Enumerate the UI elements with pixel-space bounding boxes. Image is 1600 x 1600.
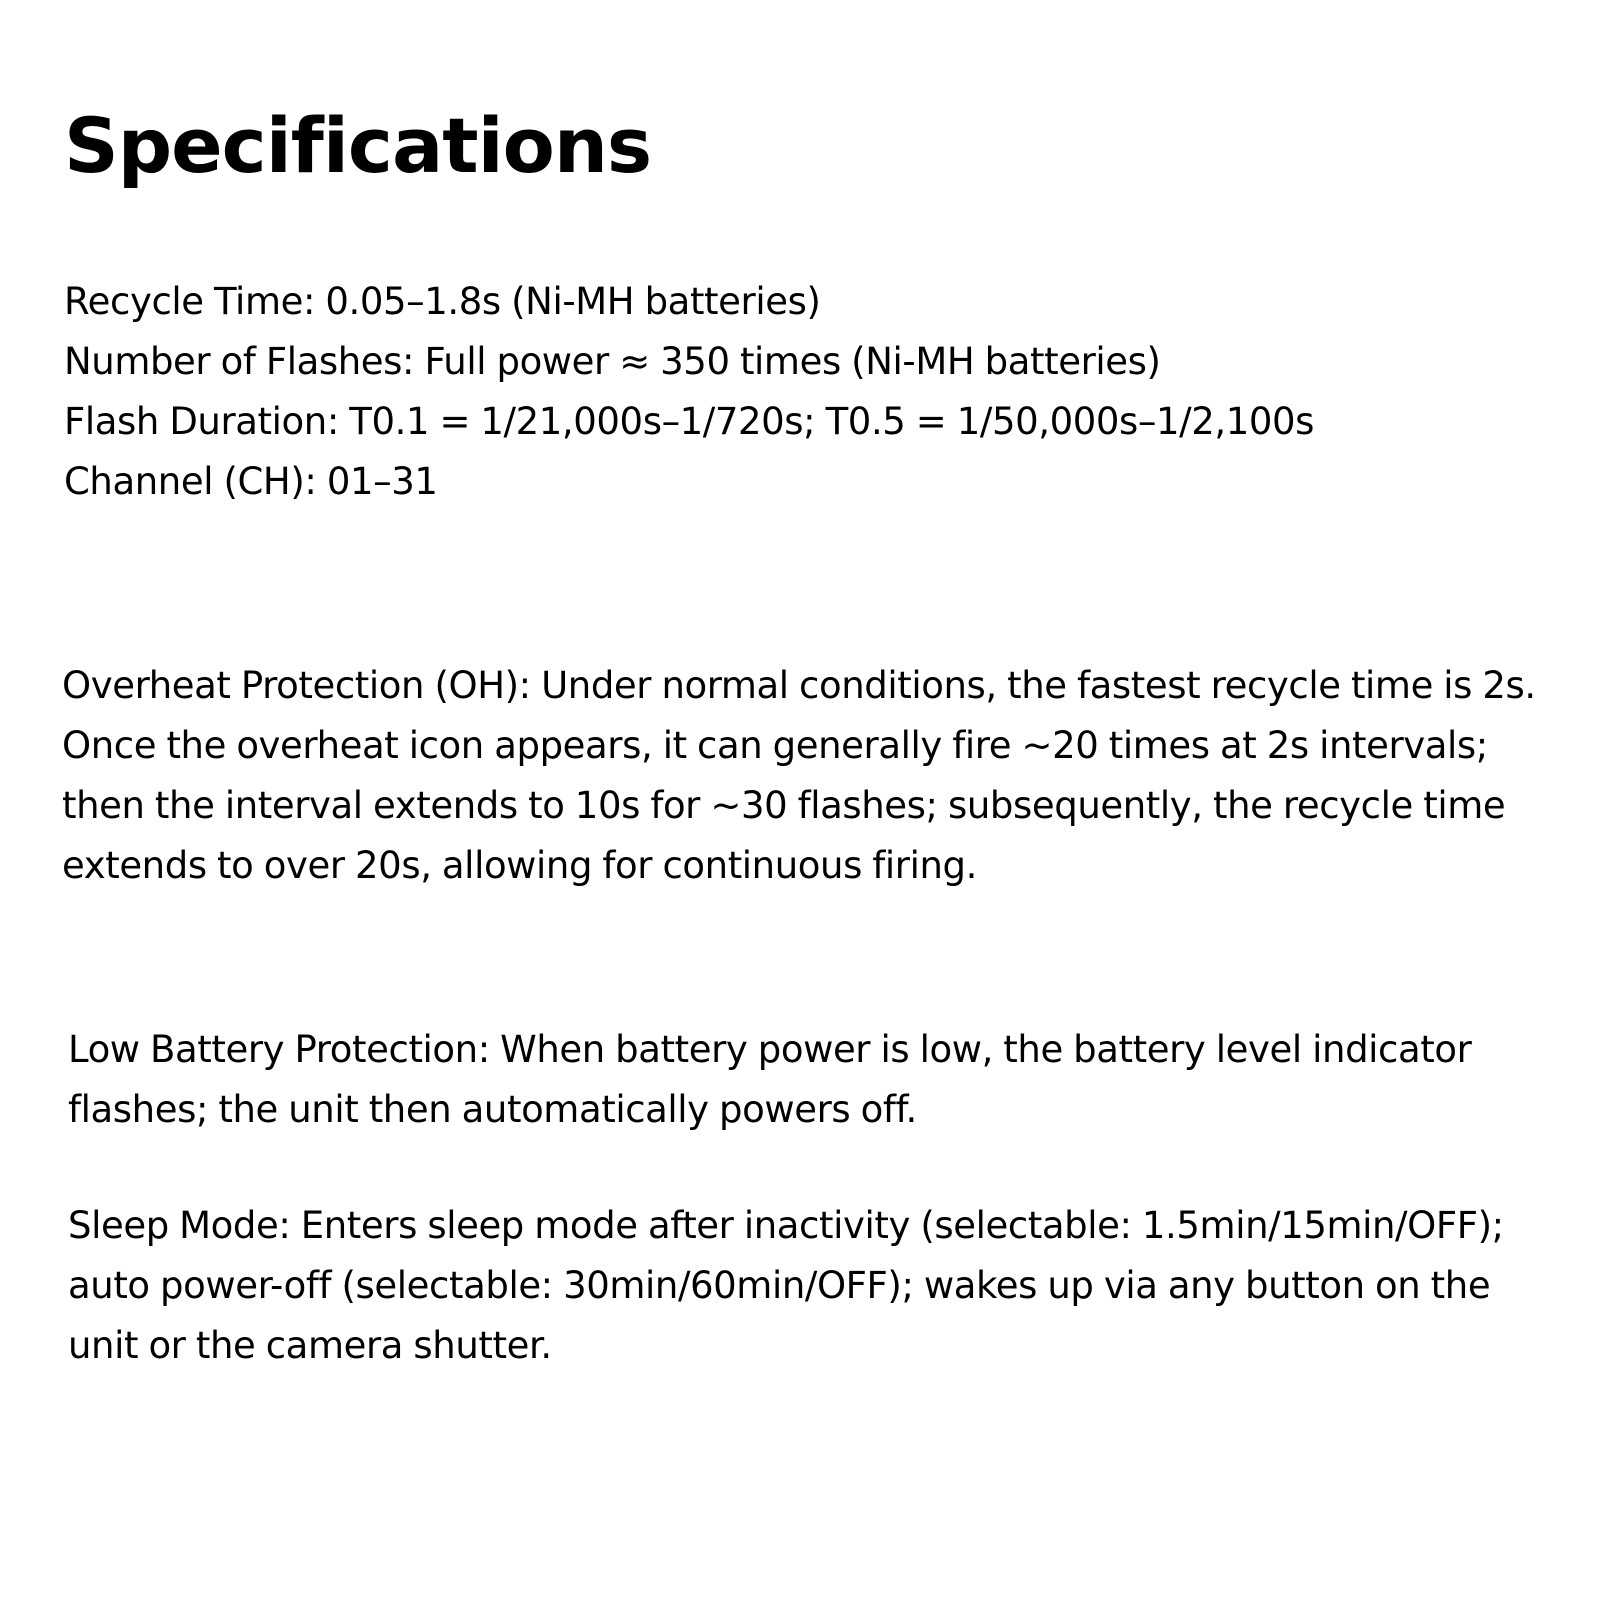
- spec-list: [64, 272, 1314, 512]
- spec-flash-duration: Flash Duration: T0.1 = 1/21,000s–1/720s; T0.5 = 1/50,000s–1/2,100s: [64, 400, 1315, 443]
- overheat-protection-text: Overheat Protection (OH): Under normal conditions, the fastest recycle time is 2s. Once the overheat icon appears, it can generally fire ~20 times at 2s intervals; then the interval extends to 10s for ~30 flashes; subsequently, the recycle time extends to over 20s, allowing for continuous firing.: [62, 664, 1536, 887]
- sleep-mode-text: Sleep Mode: Enters sleep mode after inactivity (selectable: 1.5min/15min/OFF); auto power-off (selectable: 30min/60min/OFF); wakes up via any button on the unit or the camera shutter.: [68, 1204, 1504, 1367]
- overheat-protection-paragraph: [62, 656, 1542, 896]
- spec-number-of-flashes: Number of Flashes: Full power ≈ 350 times (Ni-MH batteries): [64, 340, 1161, 383]
- spec-channel: Channel (CH): 01–31: [64, 460, 438, 503]
- sleep-mode-paragraph: [68, 1196, 1548, 1376]
- low-battery-protection-text: Low Battery Protection: When battery power is low, the battery level indicator flashes; the unit then automatically powers off.: [68, 1028, 1472, 1131]
- spec-recycle-time: Recycle Time: 0.05–1.8s (Ni-MH batteries): [64, 280, 821, 323]
- page-title: Specifications: [64, 101, 652, 190]
- low-battery-protection-paragraph: [68, 1020, 1538, 1140]
